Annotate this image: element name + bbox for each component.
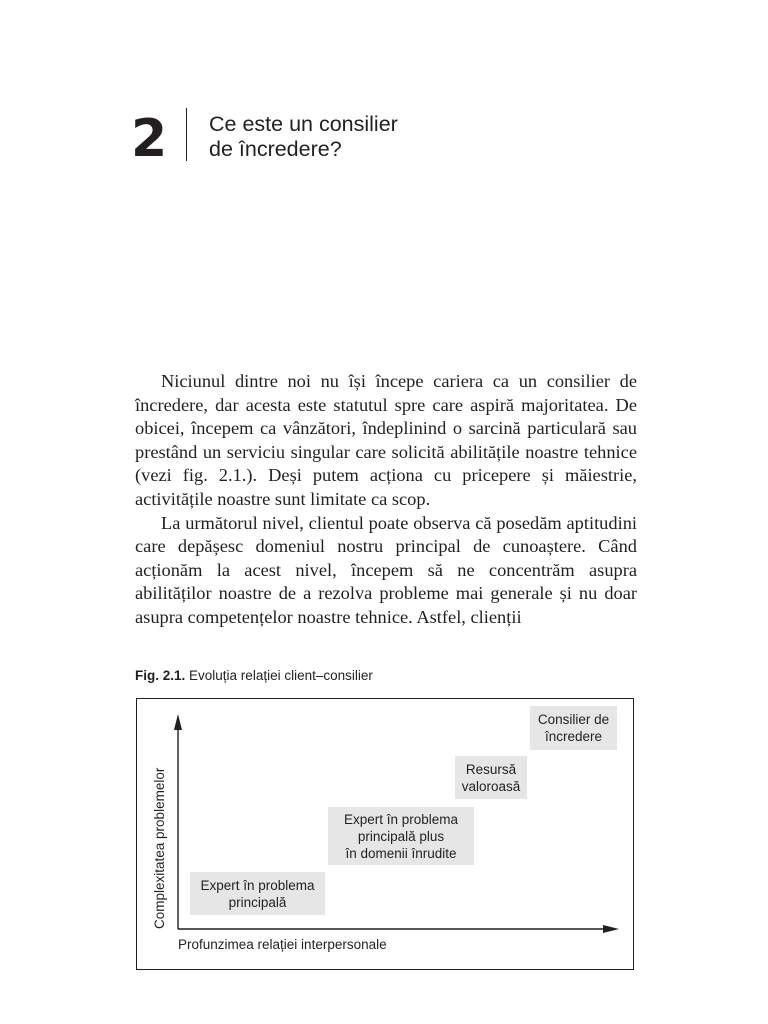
chapter-number: 2 (131, 109, 167, 169)
step-text: Consilier de încredere (537, 712, 610, 744)
x-axis-label: Profunzimea relației interpersonale (178, 937, 387, 952)
step-box-valuable-resource (455, 756, 527, 799)
y-axis-label: Complexitatea problemelor (152, 767, 167, 929)
paragraph: La următorul nivel, clientul poate observa că posedăm aptitudini care depășesc domeniul nostru principal de cunoaștere. Când acționăm la acest nivel, începem să ne concentrăm asupra abilităților noastre de a rezolva probleme mai generale și nu doar asupra competențelor noastre tehnice. Astfel, clienții (135, 512, 637, 627)
figure-label: Fig. 2.1. (135, 668, 186, 683)
paragraph: Niciunul dintre noi nu își începe cariera ca un consilier de încredere, dar acesta este statutul spre care aspiră majoritatea. De obicei, începem ca vânzători, îndeplinind o sarcină particulară sau prestând un serviciu singular care solicită abilitățile noastre tehnice (vezi fig. 2.1.). Deși putem acționa cu pricepere și măiestrie, activitățile noastre sunt limitate ca scop. (135, 371, 637, 509)
y-axis-arrow (174, 714, 182, 929)
chapter-title-line-2: de încredere? (209, 137, 342, 161)
step-text: Expert în problema principală (200, 877, 315, 910)
chapter-title-line-1: Ce este un consilier (209, 112, 398, 136)
step-text: Resursă valoroasă (461, 761, 521, 794)
x-axis-arrow (178, 925, 619, 933)
step-box-core-expert (190, 872, 325, 915)
figure-caption-text: Evoluția relației client–consilier (189, 668, 373, 683)
step-text: Expert în problema principală plus în domenii înrudite (343, 811, 459, 861)
step-box-expanded-expert (328, 807, 474, 865)
step-box-trusted-advisor (530, 706, 617, 750)
